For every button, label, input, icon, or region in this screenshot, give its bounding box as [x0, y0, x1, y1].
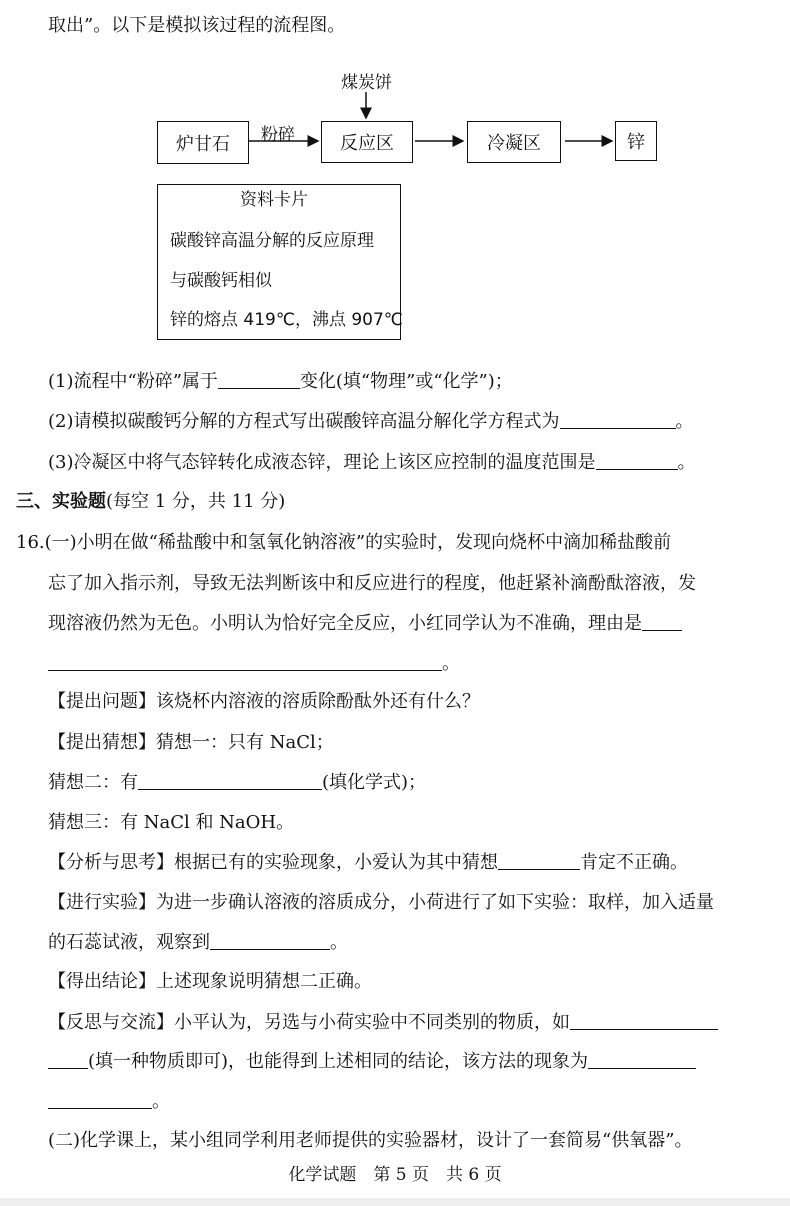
answer-blank[interactable]	[48, 1090, 152, 1109]
answer-blank[interactable]	[48, 1050, 88, 1069]
q16-question: 【提出问题】该烧杯内溶液的溶质除酚酞外还有什么？	[48, 691, 480, 712]
flow-arrows	[0, 0, 790, 200]
answer-blank[interactable]	[218, 370, 300, 389]
answer-blank[interactable]	[498, 851, 580, 870]
flow-box-calamine: 炉甘石	[157, 121, 249, 164]
section-heading: 三、实验题(每空 1 分，共 11 分)	[16, 491, 286, 512]
q16-reflect-2: (填一种物质即可)，也能得到上述相同的结论，该方法的现象为	[48, 1050, 696, 1074]
q15-part2: (2)请模拟碳酸钙分解的方程式写出碳酸锌高温分解化学方程式为 。	[48, 411, 694, 432]
answer-blank[interactable]	[596, 451, 678, 470]
q16-line-3: 现溶液仍然为无色。小明认为恰好完全反应，小红同学认为不准确，理由是	[48, 612, 682, 636]
q16-guess-3: 猜想三：有 NaCl 和 NaOH。	[48, 812, 295, 833]
q16-part-2: (二)化学课上，某小组同学利用老师提供的实验器材，设计了一套简易“供氧器”。	[48, 1130, 693, 1151]
q16-analysis: 【分析与思考】根据已有的实验现象，小爱认为其中猜想 肯定不正确。	[48, 852, 688, 873]
q16-line-4: 。	[48, 652, 460, 676]
flow-box-zinc: 锌	[615, 121, 657, 161]
answer-blank[interactable]	[138, 771, 322, 790]
card-line-3: 锌的熔点 419℃，沸点 907℃	[170, 310, 403, 330]
q16-line-2: 忘了加入指示剂，导致无法判断该中和反应进行的程度，他赶紧补滴酚酞溶液，发	[48, 573, 696, 594]
answer-blank[interactable]	[570, 1011, 718, 1030]
q16-experiment-1: 【进行实验】为进一步确认溶液的溶质成分，小荷进行了如下实验：取样，加入适量	[48, 892, 714, 913]
q15-part1: (1)流程中“粉碎”属于 变化(填“物理”或“化学”)；	[48, 371, 513, 392]
bottom-strip	[0, 1198, 790, 1206]
card-line-2: 与碳酸钙相似	[170, 271, 272, 291]
flow-arrow-label: 粉碎	[261, 125, 295, 145]
card-line-1: 碳酸锌高温分解的反应原理	[170, 231, 374, 251]
answer-blank[interactable]	[48, 652, 442, 671]
q16-conclusion: 【得出结论】上述现象说明猜想二正确。	[48, 971, 372, 992]
q16-reflect-3: 。	[48, 1090, 170, 1114]
q16-guess-2: 猜想二：有 (填化学式)；	[48, 772, 427, 793]
answer-blank[interactable]	[588, 1050, 696, 1069]
page-footer: 化学试题 第 5 页 共 6 页	[288, 1165, 502, 1185]
flow-box-condense: 冷凝区	[467, 121, 561, 163]
info-card	[157, 184, 401, 340]
flow-box-reaction: 反应区	[321, 121, 413, 163]
q15-part3: (3)冷凝区中将气态锌转化成液态锌，理论上该区应控制的温度范围是 。	[48, 452, 696, 473]
card-title: 资料卡片	[240, 190, 308, 210]
intro-line: 取出”。以下是模拟该过程的流程图。	[48, 15, 346, 36]
answer-blank[interactable]	[560, 410, 676, 429]
q16-reflect-1: 【反思与交流】小平认为，另选与小荷实验中不同类别的物质，如	[48, 1011, 718, 1035]
q16-guess-1: 【提出猜想】猜想一：只有 NaCl；	[48, 732, 334, 753]
q16-line-1: 16.(一)小明在做“稀盐酸中和氢氧化钠溶液”的实验时，发现向烧杯中滴加稀盐酸前	[16, 532, 672, 553]
answer-blank[interactable]	[642, 612, 682, 631]
answer-blank[interactable]	[210, 931, 330, 950]
q16-experiment-2: 的石蕊试液，观察到 。	[48, 932, 348, 953]
flow-top-input: 煤炭饼	[341, 73, 392, 93]
